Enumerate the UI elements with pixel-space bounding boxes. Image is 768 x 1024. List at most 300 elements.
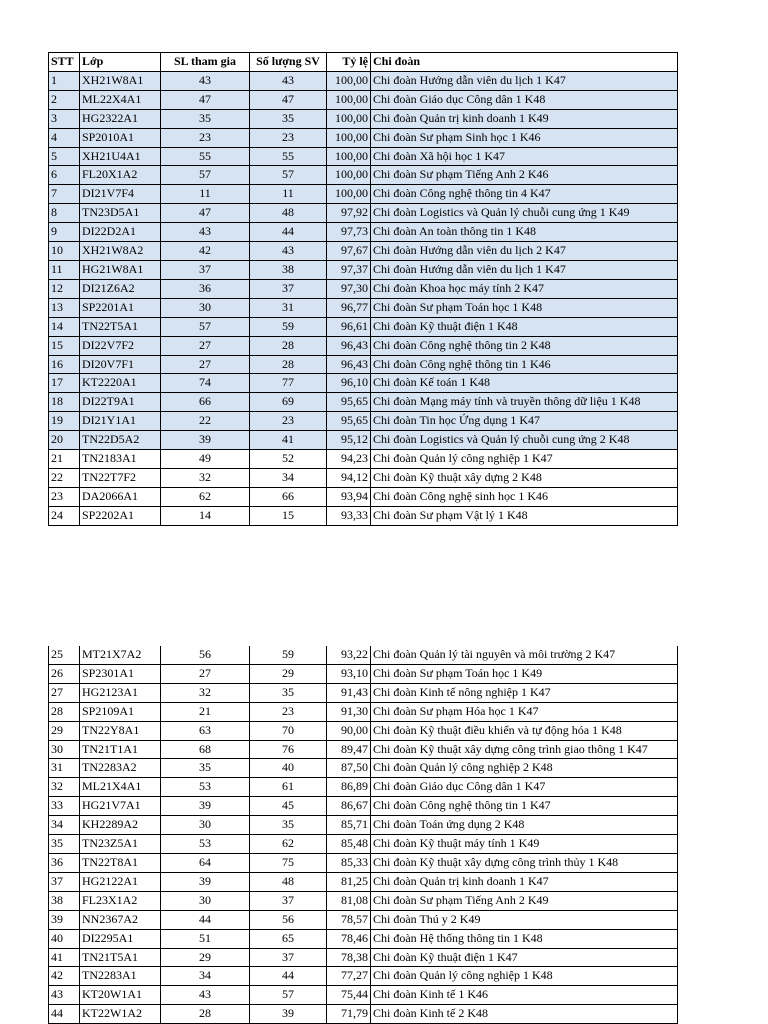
cell-class: HG2122A1 [80, 872, 161, 891]
cell-branch: Chi đoàn Kỹ thuật máy tính 1 K49 [371, 835, 678, 854]
cell-participants: 55 [161, 147, 250, 166]
cell-participants: 62 [161, 487, 250, 506]
table-row [49, 298, 678, 317]
cell-student-count: 35 [250, 683, 327, 702]
cell-branch: Chi đoàn Xã hội học 1 K47 [371, 147, 678, 166]
cell-branch: Chi đoàn Kỹ thuật xây dựng công trình giao thông 1 K47 [371, 740, 678, 759]
cell-rate: 91,30 [327, 702, 371, 721]
cell-branch: Chi đoàn Công nghệ sinh học 1 K46 [371, 487, 678, 506]
cell-student-count: 38 [250, 260, 327, 279]
cell-rate: 91,43 [327, 683, 371, 702]
cell-student-count: 11 [250, 185, 327, 204]
cell-branch: Chi đoàn Kỹ thuật xây dựng 2 K48 [371, 468, 678, 487]
table-row [49, 450, 678, 469]
cell-stt: 7 [49, 185, 80, 204]
cell-participants: 35 [161, 109, 250, 128]
cell-stt: 1 [49, 71, 80, 90]
table-row [49, 147, 678, 166]
cell-class: TN21T5A1 [80, 948, 161, 967]
cell-participants: 53 [161, 835, 250, 854]
cell-branch: Chi đoàn Công nghệ thông tin 1 K47 [371, 797, 678, 816]
cell-stt: 3 [49, 109, 80, 128]
cell-rate: 100,00 [327, 90, 371, 109]
cell-participants: 57 [161, 317, 250, 336]
cell-branch: Chi đoàn Kinh tế 2 K48 [371, 1005, 678, 1024]
table-body-part-2 [49, 646, 678, 1024]
cell-stt: 41 [49, 948, 80, 967]
cell-student-count: 55 [250, 147, 327, 166]
cell-rate: 77,27 [327, 967, 371, 986]
table-row [49, 872, 678, 891]
cell-class: XH21W8A2 [80, 242, 161, 261]
cell-stt: 29 [49, 721, 80, 740]
cell-class: DI21Z6A2 [80, 279, 161, 298]
table-row [49, 223, 678, 242]
cell-class: KT22W1A2 [80, 1005, 161, 1024]
cell-rate: 96,43 [327, 336, 371, 355]
cell-participants: 68 [161, 740, 250, 759]
cell-rate: 100,00 [327, 128, 371, 147]
cell-student-count: 31 [250, 298, 327, 317]
cell-student-count: 44 [250, 967, 327, 986]
cell-class: DI22V7F2 [80, 336, 161, 355]
cell-branch: Chi đoàn Sư phạm Sinh học 1 K46 [371, 128, 678, 147]
cell-rate: 96,61 [327, 317, 371, 336]
cell-class: TN22T8A1 [80, 853, 161, 872]
cell-rate: 93,33 [327, 506, 371, 525]
cell-participants: 51 [161, 929, 250, 948]
cell-class: ML22X4A1 [80, 90, 161, 109]
table-row [49, 721, 678, 740]
cell-class: KT2220A1 [80, 374, 161, 393]
cell-rate: 93,10 [327, 664, 371, 683]
cell-class: TN21T1A1 [80, 740, 161, 759]
cell-student-count: 44 [250, 223, 327, 242]
cell-stt: 23 [49, 487, 80, 506]
cell-participants: 64 [161, 853, 250, 872]
cell-class: FL23X1A2 [80, 891, 161, 910]
cell-student-count: 59 [250, 646, 327, 664]
cell-rate: 81,08 [327, 891, 371, 910]
cell-class: TN22T5A1 [80, 317, 161, 336]
cell-class: TN23Z5A1 [80, 835, 161, 854]
cell-branch: Chi đoàn Quản lý công nghiệp 1 K47 [371, 450, 678, 469]
cell-student-count: 77 [250, 374, 327, 393]
cell-branch: Chi đoàn Sư phạm Hóa học 1 K47 [371, 702, 678, 721]
cell-student-count: 43 [250, 242, 327, 261]
cell-branch: Chi đoàn An toàn thông tin 1 K48 [371, 223, 678, 242]
cell-class: SP2301A1 [80, 664, 161, 683]
results-table-part-1 [48, 52, 678, 526]
cell-participants: 44 [161, 910, 250, 929]
table-row [49, 431, 678, 450]
table-row [49, 128, 678, 147]
cell-participants: 14 [161, 506, 250, 525]
cell-stt: 26 [49, 664, 80, 683]
cell-rate: 97,37 [327, 260, 371, 279]
cell-class: SP2201A1 [80, 298, 161, 317]
cell-participants: 30 [161, 891, 250, 910]
cell-participants: 27 [161, 336, 250, 355]
cell-participants: 42 [161, 242, 250, 261]
cell-rate: 78,38 [327, 948, 371, 967]
cell-participants: 57 [161, 166, 250, 185]
cell-class: FL20X1A2 [80, 166, 161, 185]
cell-branch: Chi đoàn Quản lý tài nguyên và môi trường 2 K47 [371, 646, 678, 664]
cell-branch: Chi đoàn Sư phạm Tiếng Anh 2 K49 [371, 891, 678, 910]
cell-stt: 43 [49, 986, 80, 1005]
table-row [49, 759, 678, 778]
table-row [49, 412, 678, 431]
cell-stt: 6 [49, 166, 80, 185]
cell-student-count: 35 [250, 816, 327, 835]
cell-class: DI21V7F4 [80, 185, 161, 204]
cell-student-count: 69 [250, 393, 327, 412]
cell-branch: Chi đoàn Công nghệ thông tin 2 K48 [371, 336, 678, 355]
cell-stt: 8 [49, 204, 80, 223]
cell-stt: 4 [49, 128, 80, 147]
table-row [49, 891, 678, 910]
cell-rate: 85,48 [327, 835, 371, 854]
cell-branch: Chi đoàn Khoa học máy tính 2 K47 [371, 279, 678, 298]
cell-participants: 47 [161, 204, 250, 223]
table-row [49, 260, 678, 279]
cell-rate: 96,77 [327, 298, 371, 317]
cell-stt: 40 [49, 929, 80, 948]
cell-branch: Chi đoàn Quản trị kinh doanh 1 K49 [371, 109, 678, 128]
cell-participants: 66 [161, 393, 250, 412]
cell-branch: Chi đoàn Logistics và Quản lý chuỗi cung ứng 2 K48 [371, 431, 678, 450]
cell-branch: Chi đoàn Giáo dục Công dân 1 K48 [371, 90, 678, 109]
table-row [49, 393, 678, 412]
cell-class: SP2109A1 [80, 702, 161, 721]
header-stt: STT [49, 53, 80, 72]
cell-stt: 24 [49, 506, 80, 525]
cell-class: DI22D2A1 [80, 223, 161, 242]
table-row [49, 967, 678, 986]
cell-class: TN22T7F2 [80, 468, 161, 487]
cell-student-count: 48 [250, 872, 327, 891]
cell-stt: 30 [49, 740, 80, 759]
table-row [49, 185, 678, 204]
cell-stt: 13 [49, 298, 80, 317]
table-row [49, 740, 678, 759]
cell-participants: 37 [161, 260, 250, 279]
cell-branch: Chi đoàn Giáo dục Công dân 1 K47 [371, 778, 678, 797]
cell-rate: 97,67 [327, 242, 371, 261]
cell-rate: 93,94 [327, 487, 371, 506]
cell-stt: 31 [49, 759, 80, 778]
cell-stt: 28 [49, 702, 80, 721]
cell-stt: 37 [49, 872, 80, 891]
cell-stt: 25 [49, 646, 80, 664]
table-row [49, 166, 678, 185]
cell-stt: 39 [49, 910, 80, 929]
table-row [49, 853, 678, 872]
table-row [49, 778, 678, 797]
cell-student-count: 62 [250, 835, 327, 854]
cell-branch: Chi đoàn Kỹ thuật điều khiển và tự động hóa 1 K48 [371, 721, 678, 740]
table-row [49, 797, 678, 816]
table-row [49, 90, 678, 109]
cell-participants: 49 [161, 450, 250, 469]
cell-participants: 22 [161, 412, 250, 431]
cell-stt: 36 [49, 853, 80, 872]
cell-rate: 75,44 [327, 986, 371, 1005]
cell-participants: 28 [161, 1005, 250, 1024]
cell-branch: Chi đoàn Kỹ thuật xây dựng công trình thủy 1 K48 [371, 853, 678, 872]
cell-class: HG21W8A1 [80, 260, 161, 279]
cell-class: TN23D5A1 [80, 204, 161, 223]
header-row [49, 53, 678, 72]
cell-rate: 85,71 [327, 816, 371, 835]
cell-class: TN2183A1 [80, 450, 161, 469]
cell-rate: 78,46 [327, 929, 371, 948]
cell-class: DA2066A1 [80, 487, 161, 506]
table-row [49, 835, 678, 854]
cell-rate: 87,50 [327, 759, 371, 778]
cell-student-count: 76 [250, 740, 327, 759]
cell-class: DI2295A1 [80, 929, 161, 948]
cell-class: DI21Y1A1 [80, 412, 161, 431]
cell-student-count: 47 [250, 90, 327, 109]
cell-branch: Chi đoàn Kinh tế nông nghiệp 1 K47 [371, 683, 678, 702]
table-row [49, 683, 678, 702]
cell-participants: 43 [161, 986, 250, 1005]
cell-branch: Chi đoàn Toán ứng dụng 2 K48 [371, 816, 678, 835]
table-row [49, 1005, 678, 1024]
cell-participants: 32 [161, 683, 250, 702]
cell-class: TN2283A1 [80, 967, 161, 986]
cell-stt: 38 [49, 891, 80, 910]
cell-stt: 10 [49, 242, 80, 261]
cell-participants: 27 [161, 664, 250, 683]
cell-branch: Chi đoàn Công nghệ thông tin 4 K47 [371, 185, 678, 204]
cell-student-count: 37 [250, 948, 327, 967]
header-rate: Tỷ lệ [327, 53, 371, 72]
cell-student-count: 75 [250, 853, 327, 872]
cell-rate: 97,30 [327, 279, 371, 298]
cell-participants: 29 [161, 948, 250, 967]
results-table-part-2 [48, 646, 678, 1024]
cell-rate: 95,65 [327, 393, 371, 412]
cell-stt: 18 [49, 393, 80, 412]
cell-branch: Chi đoàn Kế toán 1 K48 [371, 374, 678, 393]
cell-rate: 100,00 [327, 71, 371, 90]
cell-rate: 86,67 [327, 797, 371, 816]
cell-rate: 96,43 [327, 355, 371, 374]
cell-class: SP2202A1 [80, 506, 161, 525]
cell-participants: 39 [161, 797, 250, 816]
cell-branch: Chi đoàn Kỹ thuật điện 1 K48 [371, 317, 678, 336]
table-row [49, 374, 678, 393]
table-row [49, 317, 678, 336]
cell-class: KT20W1A1 [80, 986, 161, 1005]
cell-class: NN2367A2 [80, 910, 161, 929]
cell-student-count: 52 [250, 450, 327, 469]
table-row [49, 355, 678, 374]
cell-participants: 56 [161, 646, 250, 664]
cell-participants: 27 [161, 355, 250, 374]
cell-participants: 63 [161, 721, 250, 740]
cell-student-count: 59 [250, 317, 327, 336]
cell-stt: 22 [49, 468, 80, 487]
cell-stt: 35 [49, 835, 80, 854]
cell-rate: 90,00 [327, 721, 371, 740]
cell-student-count: 28 [250, 355, 327, 374]
cell-rate: 100,00 [327, 185, 371, 204]
cell-stt: 33 [49, 797, 80, 816]
cell-rate: 85,33 [327, 853, 371, 872]
cell-branch: Chi đoàn Hướng dẫn viên du lịch 1 K47 [371, 71, 678, 90]
cell-rate: 97,92 [327, 204, 371, 223]
cell-student-count: 40 [250, 759, 327, 778]
cell-stt: 11 [49, 260, 80, 279]
table-row [49, 468, 678, 487]
cell-branch: Chi đoàn Mạng máy tính và truyền thông dữ liệu 1 K48 [371, 393, 678, 412]
table-row [49, 71, 678, 90]
cell-rate: 94,12 [327, 468, 371, 487]
header-branch: Chi đoàn [371, 53, 678, 72]
cell-class: DI20V7F1 [80, 355, 161, 374]
cell-branch: Chi đoàn Kỹ thuật điện 1 K47 [371, 948, 678, 967]
cell-stt: 12 [49, 279, 80, 298]
cell-student-count: 66 [250, 487, 327, 506]
cell-participants: 53 [161, 778, 250, 797]
cell-student-count: 65 [250, 929, 327, 948]
cell-branch: Chi đoàn Kinh tế 1 K46 [371, 986, 678, 1005]
cell-class: DI22T9A1 [80, 393, 161, 412]
cell-student-count: 70 [250, 721, 327, 740]
table-row [49, 910, 678, 929]
cell-class: TN22Y8A1 [80, 721, 161, 740]
cell-branch: Chi đoàn Quản lý công nghiệp 1 K48 [371, 967, 678, 986]
cell-stt: 16 [49, 355, 80, 374]
cell-rate: 95,12 [327, 431, 371, 450]
cell-student-count: 56 [250, 910, 327, 929]
cell-stt: 2 [49, 90, 80, 109]
cell-student-count: 37 [250, 891, 327, 910]
cell-participants: 23 [161, 128, 250, 147]
table-row [49, 664, 678, 683]
cell-participants: 32 [161, 468, 250, 487]
cell-participants: 39 [161, 431, 250, 450]
cell-class: SP2010A1 [80, 128, 161, 147]
header-participants: SL tham gia [161, 53, 250, 72]
cell-class: HG2123A1 [80, 683, 161, 702]
cell-student-count: 48 [250, 204, 327, 223]
cell-student-count: 41 [250, 431, 327, 450]
cell-student-count: 61 [250, 778, 327, 797]
cell-rate: 93,22 [327, 646, 371, 664]
cell-participants: 34 [161, 967, 250, 986]
table-row [49, 929, 678, 948]
cell-branch: Chi đoàn Sư phạm Tiếng Anh 2 K46 [371, 166, 678, 185]
cell-class: XH21U4A1 [80, 147, 161, 166]
cell-rate: 100,00 [327, 109, 371, 128]
cell-rate: 78,57 [327, 910, 371, 929]
cell-branch: Chi đoàn Hướng dẫn viên du lịch 2 K47 [371, 242, 678, 261]
cell-class: KH2289A2 [80, 816, 161, 835]
cell-branch: Chi đoàn Hệ thống thông tin 1 K48 [371, 929, 678, 948]
cell-stt: 20 [49, 431, 80, 450]
cell-participants: 43 [161, 71, 250, 90]
cell-rate: 71,79 [327, 1005, 371, 1024]
cell-rate: 94,23 [327, 450, 371, 469]
cell-participants: 21 [161, 702, 250, 721]
cell-participants: 47 [161, 90, 250, 109]
cell-participants: 74 [161, 374, 250, 393]
cell-stt: 5 [49, 147, 80, 166]
table-body-part-1 [49, 71, 678, 525]
table-row [49, 204, 678, 223]
cell-stt: 17 [49, 374, 80, 393]
cell-branch: Chi đoàn Logistics và Quản lý chuỗi cung ứng 1 K49 [371, 204, 678, 223]
cell-participants: 30 [161, 816, 250, 835]
table-row [49, 109, 678, 128]
cell-stt: 34 [49, 816, 80, 835]
cell-branch: Chi đoàn Quản trị kinh doanh 1 K47 [371, 872, 678, 891]
cell-class: TN22D5A2 [80, 431, 161, 450]
cell-branch: Chi đoàn Thú y 2 K49 [371, 910, 678, 929]
cell-participants: 39 [161, 872, 250, 891]
cell-student-count: 34 [250, 468, 327, 487]
cell-stt: 27 [49, 683, 80, 702]
cell-student-count: 35 [250, 109, 327, 128]
table-row [49, 986, 678, 1005]
cell-branch: Chi đoàn Sư phạm Vật lý 1 K48 [371, 506, 678, 525]
cell-student-count: 57 [250, 166, 327, 185]
cell-stt: 21 [49, 450, 80, 469]
table-row [49, 948, 678, 967]
cell-rate: 100,00 [327, 147, 371, 166]
cell-class: MT21X7A2 [80, 646, 161, 664]
cell-rate: 95,65 [327, 412, 371, 431]
cell-student-count: 28 [250, 336, 327, 355]
cell-stt: 32 [49, 778, 80, 797]
cell-branch: Chi đoàn Sư phạm Toán học 1 K48 [371, 298, 678, 317]
cell-student-count: 23 [250, 128, 327, 147]
cell-student-count: 45 [250, 797, 327, 816]
cell-branch: Chi đoàn Tin học Ứng dụng 1 K47 [371, 412, 678, 431]
cell-participants: 35 [161, 759, 250, 778]
cell-stt: 9 [49, 223, 80, 242]
header-student-count: Số lượng SV [250, 53, 327, 72]
cell-student-count: 29 [250, 664, 327, 683]
cell-stt: 14 [49, 317, 80, 336]
cell-participants: 36 [161, 279, 250, 298]
table-row [49, 279, 678, 298]
cell-student-count: 23 [250, 702, 327, 721]
cell-rate: 100,00 [327, 166, 371, 185]
table-row [49, 242, 678, 261]
cell-stt: 19 [49, 412, 80, 431]
cell-class: HG2322A1 [80, 109, 161, 128]
header-class: Lớp [80, 53, 161, 72]
cell-participants: 30 [161, 298, 250, 317]
cell-rate: 97,73 [327, 223, 371, 242]
cell-stt: 15 [49, 336, 80, 355]
cell-rate: 96,10 [327, 374, 371, 393]
cell-branch: Chi đoàn Sư phạm Toán học 1 K49 [371, 664, 678, 683]
cell-class: HG21V7A1 [80, 797, 161, 816]
cell-branch: Chi đoàn Công nghệ thông tin 1 K46 [371, 355, 678, 374]
cell-class: ML21X4A1 [80, 778, 161, 797]
cell-student-count: 57 [250, 986, 327, 1005]
cell-stt: 44 [49, 1005, 80, 1024]
cell-stt: 42 [49, 967, 80, 986]
cell-rate: 81,25 [327, 872, 371, 891]
